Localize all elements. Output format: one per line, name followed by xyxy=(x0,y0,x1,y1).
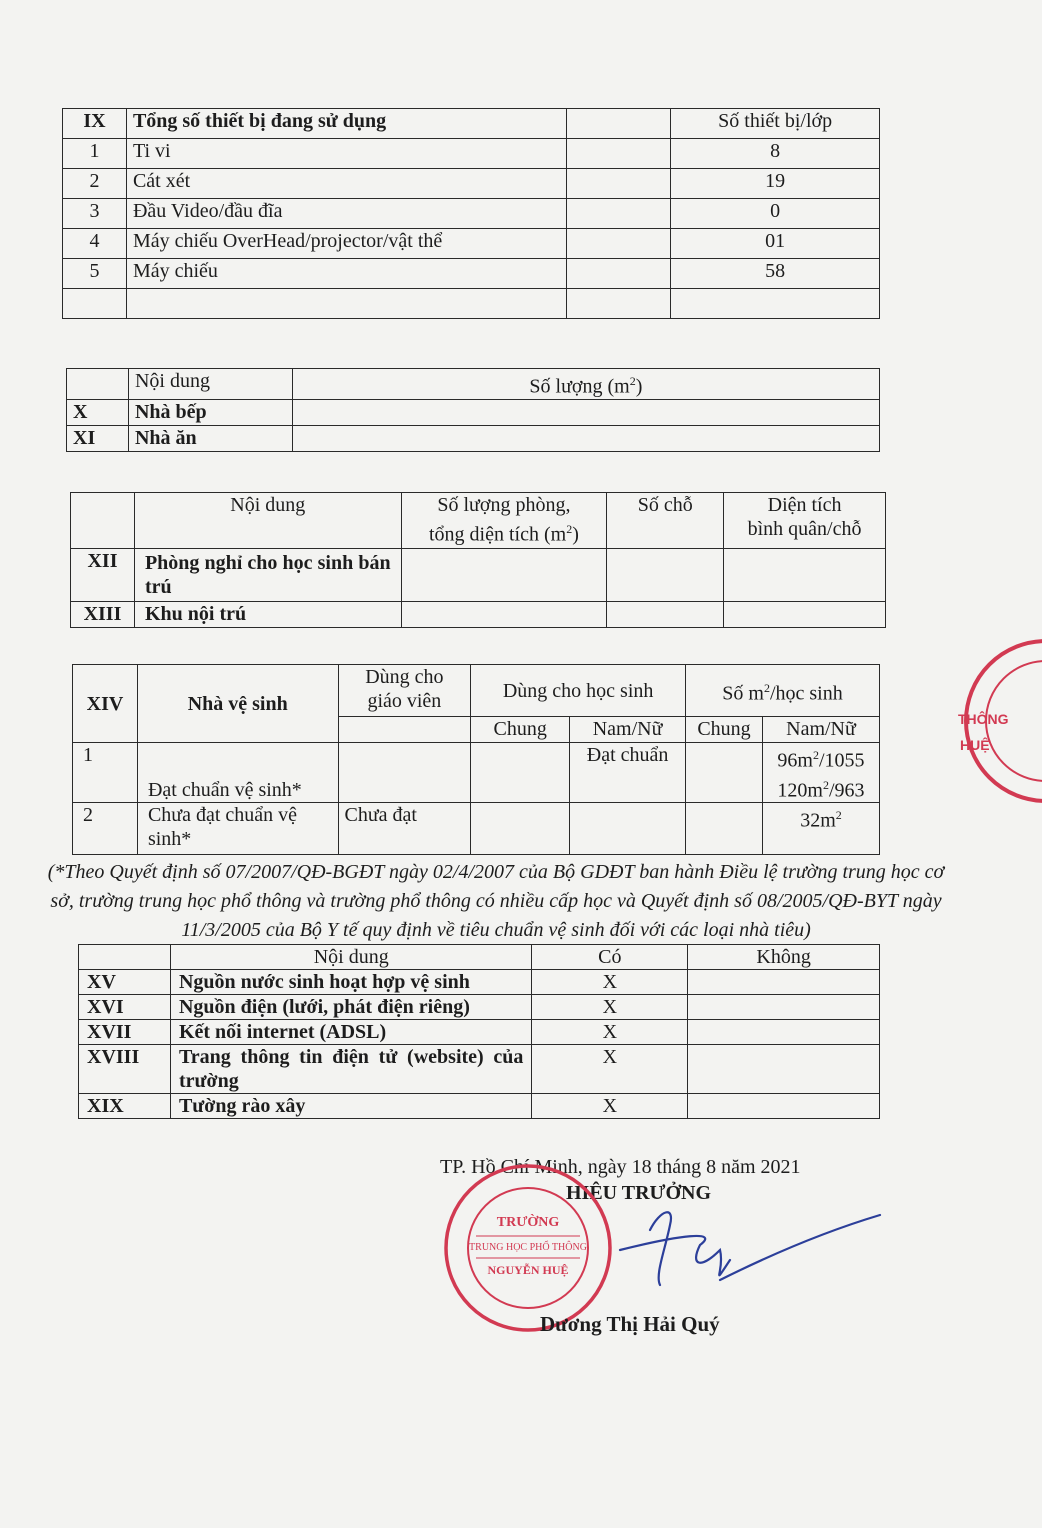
table-row: 1 Ti vi 8 xyxy=(63,139,880,169)
toilet-table xyxy=(72,664,880,855)
utilities-table xyxy=(78,944,880,1119)
table-row: 2 Chưa đạt chuẩn vệ sinh* Chưa đạt $32m^2$ xyxy=(73,803,880,855)
table-row: XIII Khu nội trú xyxy=(71,602,886,628)
section-number: XIV xyxy=(73,665,138,743)
table-row xyxy=(73,665,880,717)
section-number: IX xyxy=(63,109,127,139)
table-row: XI Nhà ăn xyxy=(67,425,880,451)
kitchen-table xyxy=(66,368,880,452)
school-stamp xyxy=(442,1162,614,1334)
table-row xyxy=(71,493,886,549)
signer-name: Dương Thị Hải Quý xyxy=(540,1312,720,1336)
table-row: Chung Nam/Nữ Chung Nam/Nữ xyxy=(73,717,880,743)
signature-place-date: TP. Hồ Chí Minh, ngày 18 tháng 8 năm 2021 xyxy=(440,1156,801,1178)
svg-text:NGUYỄN HUỆ: NGUYỄN HUỆ xyxy=(487,1263,569,1277)
column-header-content: Nội dung xyxy=(170,945,531,970)
column-header-yes: Có xyxy=(532,945,688,970)
column-header-students: Dùng cho học sinh xyxy=(471,665,686,717)
area-per-student: $96m^2/1055$ $120m^2/963$ xyxy=(762,743,879,803)
table-row: XVI Nguồn điện (lưới, phát điện riêng) X xyxy=(79,995,880,1020)
column-header-seats: Số chỗ xyxy=(607,493,724,549)
column-header-quantity: Số lượng $(m^2)$ xyxy=(292,369,879,400)
table-row: XIX Tường rào xây X xyxy=(79,1094,880,1119)
column-header-no: Không xyxy=(688,945,880,970)
column-header-unit: Số thiết bị/lớp xyxy=(671,109,880,139)
table-row: 1 Đạt chuẩn vệ sinh* Đạt chuẩn $96m^2/1055$ $120m^2/963$ xyxy=(73,743,880,803)
column-header-content: Nội dung xyxy=(134,493,401,549)
boarding-table xyxy=(70,492,886,628)
table-row: XVII Kết nối internet (ADSL) X xyxy=(79,1020,880,1045)
svg-text:THÔNG: THÔNG xyxy=(958,711,1009,727)
table-row: XVIII Trang thông tin điện tử (website) của trường X xyxy=(79,1045,880,1094)
svg-text:TRƯỜNG: TRƯỜNG xyxy=(496,1215,560,1230)
column-header-area: Diện tích bình quân/chỗ xyxy=(724,493,886,549)
column-header-rooms: Số lượng phòng, tổng diện tích $(m^2)$ xyxy=(401,493,607,549)
table-row-empty xyxy=(63,289,880,319)
table-row: 4 Máy chiếu OverHead/projector/vật thể 01 xyxy=(63,229,880,259)
table-row: X Nhà bếp xyxy=(67,399,880,425)
table-row xyxy=(63,109,880,139)
column-header-per-student: Số $m^2$/học sinh xyxy=(686,665,880,717)
section-title: Tổng số thiết bị đang sử dụng xyxy=(126,109,567,139)
table-row: XV Nguồn nước sinh hoạt hợp vệ sinh X xyxy=(79,970,880,995)
table-row xyxy=(67,369,880,400)
svg-text:TRUNG HỌC PHỔ THÔNG: TRUNG HỌC PHỔ THÔNG xyxy=(469,1242,587,1253)
section-title: Nhà vệ sinh xyxy=(137,665,338,743)
table-row: 2 Cát xét 19 xyxy=(63,169,880,199)
footnote: (*Theo Quyết định số 07/2007/QĐ-BGĐT ngày 02/4/2007 của Bộ GDĐT ban hành Điều lệ trường trung học cơ sở, trường trung học phổ thông và trường phổ thông có nhiều cấp học và Quyết định số 08/2005/QĐ-BYT ngày 11/3/2005 của Bộ Y tế quy định về tiêu chuẩn vệ sinh đối với các loại nhà tiêu) xyxy=(47,861,945,941)
equipment-table xyxy=(62,108,880,319)
side-stamp xyxy=(946,636,1042,806)
table-row xyxy=(79,945,880,970)
signature-title: HIỆU TRƯỞNG xyxy=(566,1182,712,1204)
svg-text:HUỆ: HUỆ xyxy=(960,737,990,753)
table-row: 3 Đầu Video/đầu đĩa 0 xyxy=(63,199,880,229)
table-row: XII Phòng nghỉ cho học sinh bán trú xyxy=(71,549,886,602)
table-row: 5 Máy chiếu 58 xyxy=(63,259,880,289)
column-header-teacher: Dùng cho giáo viên xyxy=(338,665,471,717)
column-header-content: Nội dung xyxy=(128,369,292,400)
